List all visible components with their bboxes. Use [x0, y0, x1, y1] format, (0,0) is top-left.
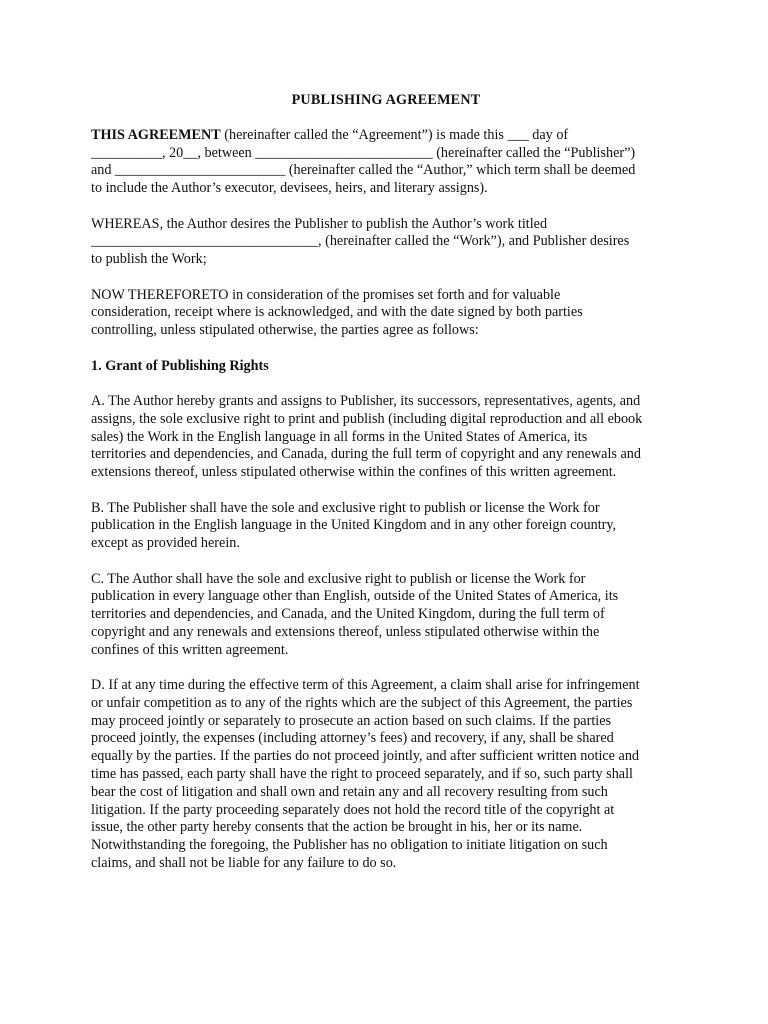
- paragraph-b: [91, 500, 681, 553]
- paragraph-a-line: A. The Author hereby grants and assigns to Publisher, its successors, representatives, agents, and: [91, 392, 641, 409]
- paragraph-c-line: C. The Author shall have the sole and exclusive right to publish or license the Work for: [91, 570, 586, 587]
- intro-line-4: to include the Author’s executor, devisees, heirs, and literary assigns).: [91, 180, 488, 197]
- paragraph-d-line: may proceed jointly or separately to prosecute an action based on such claims. If the parties: [91, 712, 612, 729]
- paragraph-d-line: equally by the parties. If the parties do not proceed jointly, and after sufficient written notice and: [91, 748, 640, 765]
- document-page: [91, 92, 681, 890]
- paragraph-d-line: claims, and shall not be liable for any failure to do so.: [91, 855, 397, 872]
- whereas-line-3: to publish the Work;: [91, 251, 207, 268]
- now-therefore-line-2: consideration, receipt where is acknowledged, and with the date signed by both parties: [91, 304, 583, 321]
- now-therefore-paragraph: [91, 287, 681, 340]
- intro-line-2: __________, 20__, between _________________________ (hereinafter called the “Publisher”): [91, 144, 636, 161]
- paragraph-d-line: litigation. If the party proceeding separately does not hold the record title of the copyright at: [91, 801, 615, 818]
- section-1-heading: 1. Grant of Publishing Rights: [91, 357, 269, 374]
- now-therefore-line-3: controlling, unless stipulated otherwise, the parties agree as follows:: [91, 322, 479, 339]
- paragraph-a-line: extensions thereof, unless stipulated otherwise within the confines of this written agreement.: [91, 464, 617, 481]
- paragraph-b-line: B. The Publisher shall have the sole and exclusive right to publish or license the Work for: [91, 499, 600, 516]
- paragraph-c-line: confines of this written agreement.: [91, 641, 289, 658]
- whereas-line-1: WHEREAS, the Author desires the Publisher to publish the Author’s work titled: [91, 215, 548, 232]
- paragraph-d: [91, 677, 681, 873]
- paragraph-d-line: D. If at any time during the effective term of this Agreement, a claim shall arise for infringement: [91, 677, 640, 694]
- whereas-line-2: ________________________________, (hereinafter called the “Work”), and Publisher desires: [91, 233, 630, 250]
- intro-paragraph: [91, 127, 681, 198]
- paragraph-d-line: or unfair competition as to any of the rights which are the subject of this Agreement, the parties: [91, 694, 633, 711]
- paragraph-b-line: publication in the English language in the United Kingdom and in any other foreign country,: [91, 517, 617, 534]
- document-title: PUBLISHING AGREEMENT: [291, 92, 481, 108]
- intro-line-1: (hereinafter called the “Agreement”) is made this ___ day of: [224, 126, 569, 143]
- now-therefore-line-1: NOW THEREFORETO in consideration of the promises set forth and for valuable: [91, 286, 561, 303]
- intro-line-3: and ________________________ (hereinafter called the “Author,” which term shall be deemed: [91, 162, 636, 179]
- paragraph-d-line: time has passed, each party shall have the right to proceed separately, and if so, such party shall: [91, 766, 633, 783]
- paragraph-c-line: copyright and any renewals and extensions thereof, unless stipulated otherwise within the: [91, 623, 600, 640]
- whereas-paragraph: [91, 216, 681, 269]
- paragraph-d-line: proceed jointly, the expenses (including attorney’s fees) and recovery, if any, shall be shared: [91, 730, 614, 747]
- paragraph-d-line: Notwithstanding the foregoing, the Publisher has no obligation to initiate litigation on such: [91, 837, 608, 854]
- paragraph-c-line: publication in every language other than English, outside of the United States of America, its: [91, 588, 619, 605]
- paragraph-c: [91, 571, 681, 660]
- paragraph-b-line: except as provided herein.: [91, 535, 240, 552]
- paragraph-a-line: assigns, the sole exclusive right to print and publish (including digital reproduction and all ebook: [91, 410, 643, 427]
- paragraph-a: [91, 393, 681, 482]
- paragraph-c-line: territories and dependencies, and Canada, and the United Kingdom, during the full term of: [91, 606, 605, 623]
- paragraph-a-line: sales) the Work in the English language in all forms in the United States of America, its: [91, 428, 588, 445]
- paragraph-d-line: bear the cost of litigation and shall own and retain any and all recovery resulting from such: [91, 783, 608, 800]
- paragraph-d-line: issue, the other party hereby consents that the action be brought in his, her or its name.: [91, 819, 583, 836]
- paragraph-a-line: territories and dependencies, and Canada, during the full term of copyright and any renewals and: [91, 446, 641, 463]
- intro-lead: THIS AGREEMENT: [91, 126, 221, 143]
